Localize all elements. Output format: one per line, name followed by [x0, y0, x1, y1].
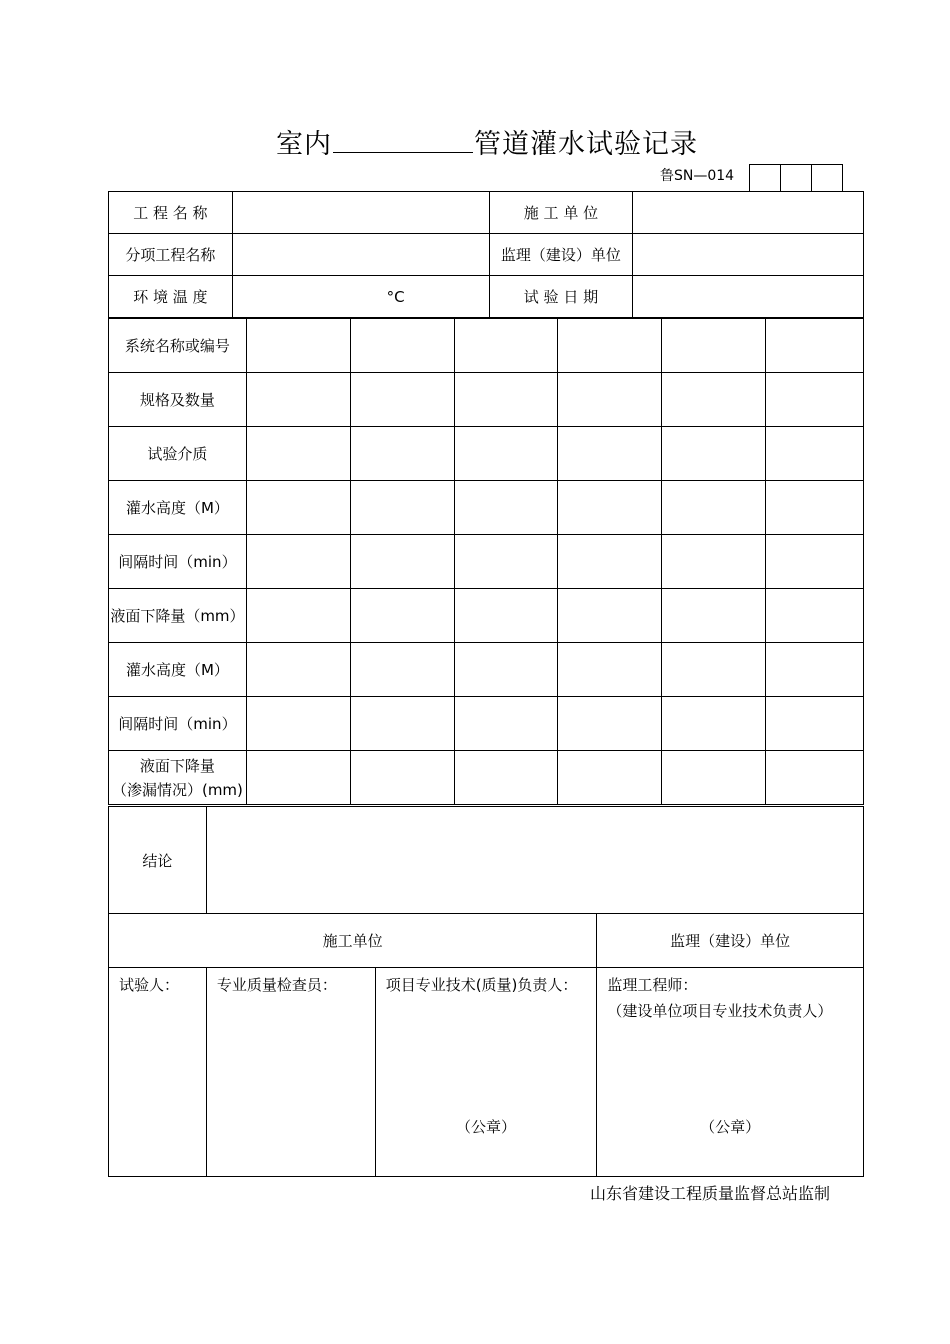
tech-lead-signature-cell[interactable] — [375, 968, 597, 1177]
conclusion-label: 结论 — [109, 807, 207, 914]
row-label: 灌水高度（M） — [109, 643, 247, 697]
number-box[interactable] — [811, 164, 843, 192]
supervisor-label: 监理工程师： — [607, 976, 698, 994]
data-cell[interactable] — [662, 535, 766, 589]
test-date-label: 试 验 日 期 — [489, 276, 633, 318]
data-cell[interactable] — [246, 481, 350, 535]
footer-issuer: 山东省建设工程质量监督总站监制 — [590, 1184, 831, 1203]
data-cell[interactable] — [662, 373, 766, 427]
data-cell[interactable] — [766, 643, 864, 697]
supervision-unit-field[interactable] — [633, 234, 864, 276]
supervisor-signature-cell[interactable] — [597, 968, 864, 1177]
data-cell[interactable] — [246, 697, 350, 751]
data-cell[interactable] — [454, 751, 558, 805]
data-cell[interactable] — [662, 319, 766, 373]
data-cell[interactable] — [246, 751, 350, 805]
row-label: 间隔时间（min） — [109, 535, 247, 589]
data-cell[interactable] — [350, 481, 454, 535]
data-cell[interactable] — [766, 481, 864, 535]
env-temp-field[interactable] — [232, 276, 489, 318]
data-cell[interactable] — [350, 427, 454, 481]
table-row — [109, 373, 864, 427]
data-cell[interactable] — [454, 427, 558, 481]
data-cell[interactable] — [350, 697, 454, 751]
row-label: 系统名称或编号 — [109, 319, 247, 373]
number-box[interactable] — [749, 164, 781, 192]
data-cell[interactable] — [246, 427, 350, 481]
data-cell[interactable] — [454, 319, 558, 373]
data-cell[interactable] — [454, 697, 558, 751]
signature-table — [108, 913, 864, 1177]
data-cell[interactable] — [350, 373, 454, 427]
data-cell[interactable] — [766, 535, 864, 589]
table-row — [109, 535, 864, 589]
data-cell[interactable] — [662, 481, 766, 535]
data-cell[interactable] — [454, 481, 558, 535]
data-cell[interactable] — [558, 589, 662, 643]
data-cell[interactable] — [766, 319, 864, 373]
data-cell[interactable] — [558, 373, 662, 427]
conclusion-field[interactable] — [206, 807, 863, 914]
owner-tech-lead-label: （建设单位项目专业技术负责人） — [607, 1002, 833, 1020]
inspector-signature-cell[interactable] — [206, 968, 375, 1177]
row-label: 灌水高度（M） — [109, 481, 247, 535]
project-name-label: 工 程 名 称 — [109, 192, 233, 234]
construction-unit-header: 施工单位 — [109, 914, 597, 968]
title-blank-line[interactable] — [333, 128, 473, 153]
data-cell[interactable] — [558, 319, 662, 373]
row-label: 规格及数量 — [109, 373, 247, 427]
conclusion-table — [108, 806, 864, 914]
data-cell[interactable] — [246, 373, 350, 427]
data-cell[interactable] — [662, 751, 766, 805]
data-cell[interactable] — [246, 319, 350, 373]
data-cell[interactable] — [246, 589, 350, 643]
data-cell[interactable] — [350, 751, 454, 805]
data-cell[interactable] — [454, 535, 558, 589]
data-cell[interactable] — [558, 643, 662, 697]
construction-unit-label: 施 工 单 位 — [489, 192, 633, 234]
data-cell[interactable] — [766, 427, 864, 481]
project-name-field[interactable] — [232, 192, 489, 234]
number-box[interactable] — [780, 164, 812, 192]
data-cell[interactable] — [662, 589, 766, 643]
row-label: 间隔时间（min） — [109, 697, 247, 751]
row-label: 液面下降量 （渗漏情况）(mm) — [109, 751, 247, 805]
data-cell[interactable] — [558, 697, 662, 751]
tester-signature-cell[interactable] — [109, 968, 207, 1177]
data-cell[interactable] — [766, 373, 864, 427]
data-cell[interactable] — [350, 643, 454, 697]
data-cell[interactable] — [246, 643, 350, 697]
table-row — [109, 481, 864, 535]
data-cell[interactable] — [766, 751, 864, 805]
data-cell[interactable] — [350, 319, 454, 373]
supervision-unit-label: 监理（建设）单位 — [489, 234, 633, 276]
data-cell[interactable] — [766, 697, 864, 751]
header-table — [108, 191, 864, 318]
table-row — [109, 697, 864, 751]
data-cell[interactable] — [246, 535, 350, 589]
test-data-table — [108, 318, 864, 805]
subitem-label: 分项工程名称 — [109, 234, 233, 276]
table-row — [109, 751, 864, 805]
table-row — [109, 319, 864, 373]
tech-lead-label: 项目专业技术(质量)负责人： — [385, 976, 578, 994]
table-row — [109, 589, 864, 643]
env-temp-label: 环 境 温 度 — [109, 276, 233, 318]
data-cell[interactable] — [454, 373, 558, 427]
data-cell[interactable] — [662, 697, 766, 751]
form-title — [0, 122, 950, 161]
row-label: 试验介质 — [109, 427, 247, 481]
title-left: 室内 — [276, 129, 332, 160]
data-cell[interactable] — [558, 481, 662, 535]
data-cell[interactable] — [662, 643, 766, 697]
row-label: 液面下降量（mm） — [109, 589, 247, 643]
supervision-unit-header: 监理（建设）单位 — [597, 914, 864, 968]
tester-label: 试验人： — [119, 976, 180, 994]
form-code: 鲁SN—014 — [660, 168, 735, 184]
data-cell[interactable] — [350, 535, 454, 589]
subitem-field[interactable] — [232, 234, 489, 276]
data-cell[interactable] — [766, 589, 864, 643]
data-cell[interactable] — [558, 427, 662, 481]
data-cell[interactable] — [662, 427, 766, 481]
data-cell[interactable] — [558, 535, 662, 589]
supervision-seal: （公章） — [700, 1118, 761, 1136]
title-right: 管道灌水试验记录 — [474, 129, 698, 160]
table-row — [109, 427, 864, 481]
temp-unit: °C — [386, 287, 405, 306]
construction-unit-field[interactable] — [633, 192, 864, 234]
test-date-field[interactable] — [633, 276, 864, 318]
data-cell[interactable] — [454, 643, 558, 697]
table-row — [109, 643, 864, 697]
construction-seal: （公章） — [456, 1118, 517, 1136]
form-number-boxes — [750, 164, 843, 192]
data-cell[interactable] — [454, 589, 558, 643]
data-cell[interactable] — [350, 589, 454, 643]
data-cell[interactable] — [558, 751, 662, 805]
inspector-label: 专业质量检查员： — [216, 976, 337, 994]
